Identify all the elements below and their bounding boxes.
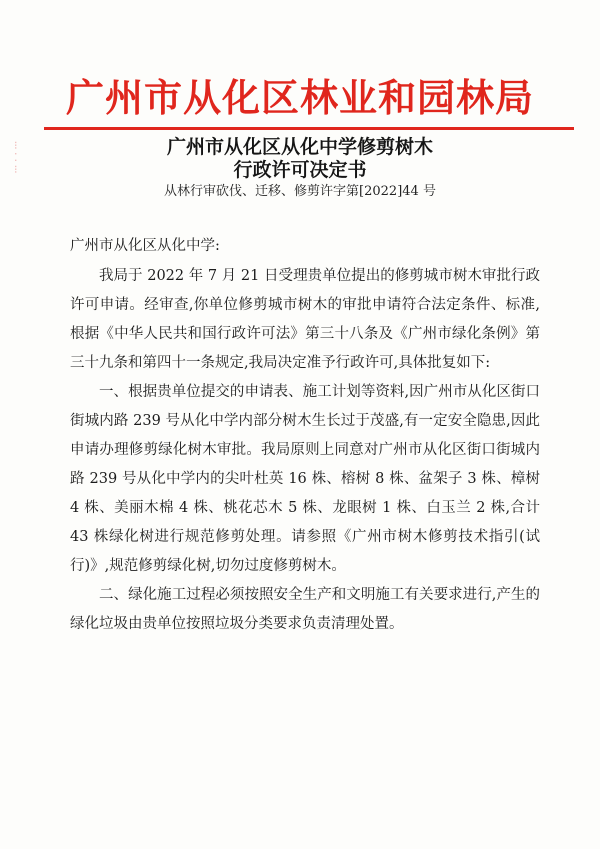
document-title-line2: 行政许可决定书 — [233, 159, 367, 181]
recipient-line: 广州市从化区从化中学: — [70, 238, 220, 254]
margin-stamp-mark: ⁝ ⁚ ⁝ — [14, 139, 18, 176]
document-title-line1: 广州市从化区从化中学修剪树木 — [166, 136, 433, 158]
red-header-rule — [44, 127, 574, 130]
document-number: 从林行审砍伐、迁移、修剪许字第[2022]44 号 — [164, 184, 436, 199]
paragraph-item-2: 二、绿化施工过程必须按照安全生产和文明施工有关要求进行,产生的绿化垃圾由贵单位按照垃圾分类要求负责清理处置。 — [70, 587, 540, 632]
paragraph-item-1: 一、根据贵单位提交的申请表、施工计划等资料,因广州市从化区街口街城内路 239 号从化中学内部分树木生长过于茂盛,有一定安全隐患,因此申请办理修剪绿化树木审批。我局原则上同意对广州市从化区街口街城内路 239 号从化中学内的尖叶杜英 16 株、榕树 8 株、盆架子 3 株、樟树 4 株、美丽木棉 4 株、桃花芯木 5 株、龙眼树 1 株、白玉兰 2 株,合计 43 株绿化树进行规范修剪处理。请参照《广州市树木修剪技术指引(试行)》,规范修剪绿化树,切勿过度修剪树木。 — [70, 384, 540, 574]
organization-header: 广州市从化区林业和园林局 — [65, 75, 534, 120]
paragraph-intro: 我局于 2022 年 7 月 21 日受理贵单位提出的修剪城市树木审批行政许可申请。经审查,你单位修剪城市树木的审批申请符合法定条件、标准,根据《中华人民共和国行政许可法》第三十八条及《广州市绿化条例》第三十九条和第四十一条规定,我局决定准予行政许可,具体批复如下: — [70, 268, 540, 371]
document-body — [70, 262, 540, 639]
